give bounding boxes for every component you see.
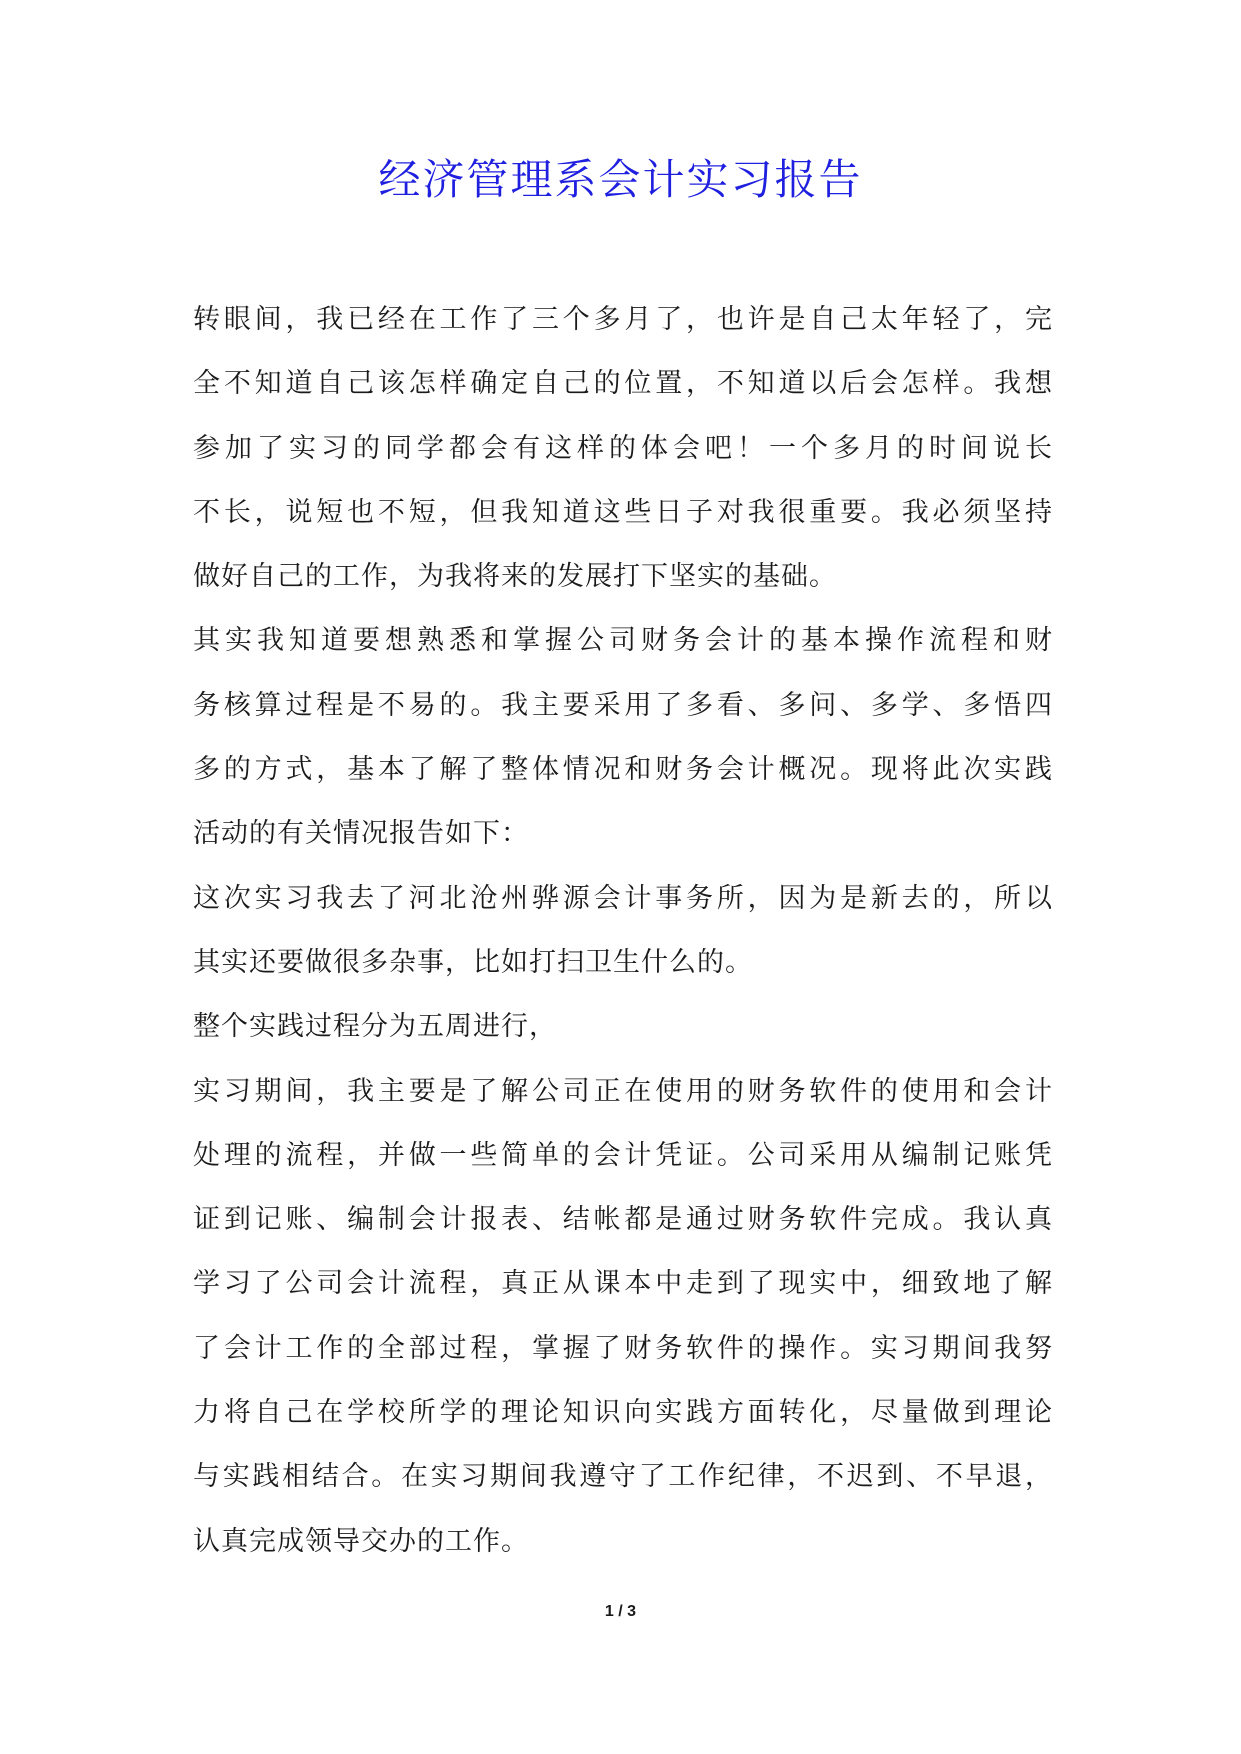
text-line: 做好自己的工作，为我将来的发展打下坚实的基础。 bbox=[193, 561, 837, 593]
paragraph-5 bbox=[193, 1060, 1053, 1574]
text-line: 不长，说短也不短，但我知道这些日子对我很重要。我必须坚持 bbox=[193, 496, 1053, 528]
text-line: 务核算过程是不易的。我主要采用了多看、多问、多学、多悟四 bbox=[193, 689, 1053, 721]
text-line: 力将自己在学校所学的理论知识向实践方面转化，尽量做到理论 bbox=[193, 1397, 1053, 1429]
paragraph-3 bbox=[193, 867, 1053, 996]
paragraph-1 bbox=[193, 288, 1053, 609]
text-line: 学习了公司会计流程，真正从课本中走到了现实中，细致地了解 bbox=[193, 1268, 1053, 1300]
text-line: 认真完成领导交办的工作。 bbox=[193, 1525, 529, 1557]
text-line: 转眼间，我已经在工作了三个多月了，也许是自己太年轻了，完 bbox=[193, 304, 1053, 335]
text-line: 其实还要做很多杂事，比如打扫卫生什么的。 bbox=[193, 946, 753, 978]
document-title: 经济管理系会计实习报告 bbox=[378, 155, 863, 204]
text-line: 证到记账、编制会计报表、结帐都是通过财务软件完成。我认真 bbox=[193, 1204, 1053, 1236]
text-line: 活动的有关情况报告如下： bbox=[193, 818, 529, 850]
text-line: 处理的流程，并做一些简单的会计凭证。公司采用从编制记账凭 bbox=[193, 1139, 1053, 1171]
document-body bbox=[193, 288, 1053, 1574]
text-line: 与实践相结合。在实习期间我遵守了工作纪律，不迟到、不早退， bbox=[193, 1461, 1053, 1493]
paragraph-4 bbox=[193, 995, 1053, 1059]
paragraph-2 bbox=[193, 609, 1053, 866]
text-line: 多的方式，基本了解了整体情况和财务会计概况。现将此次实践 bbox=[193, 754, 1053, 786]
text-line: 其实我知道要想熟悉和掌握公司财务会计的基本操作流程和财 bbox=[193, 625, 1053, 657]
text-line: 参加了实习的同学都会有这样的体会吧！一个多月的时间说长 bbox=[193, 432, 1053, 464]
text-line: 了会计工作的全部过程，掌握了财务软件的操作。实习期间我努 bbox=[193, 1332, 1053, 1364]
text-line: 全不知道自己该怎样确定自己的位置，不知道以后会怎样。我想 bbox=[193, 368, 1053, 400]
page-number: 1 / 3 bbox=[604, 1603, 637, 1620]
text-line: 实习期间，我主要是了解公司正在使用的财务软件的使用和会计 bbox=[193, 1075, 1053, 1107]
text-line: 整个实践过程分为五周进行， bbox=[193, 1011, 557, 1043]
text-line: 这次实习我去了河北沧州骅源会计事务所，因为是新去的，所以 bbox=[193, 882, 1053, 914]
